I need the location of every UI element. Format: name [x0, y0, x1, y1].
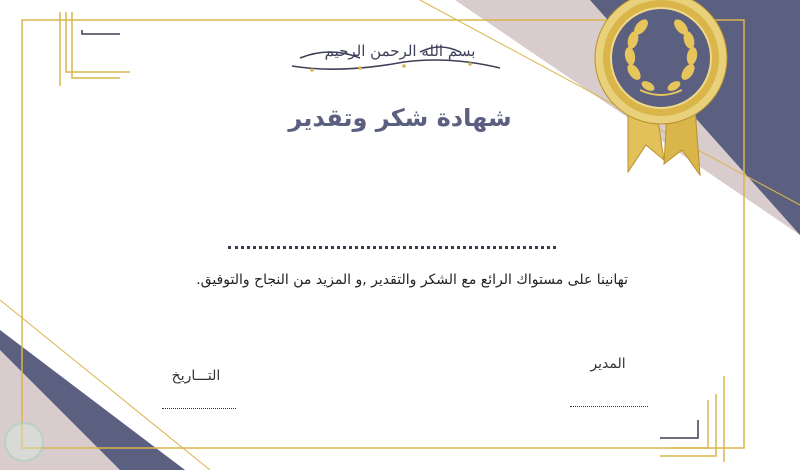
certificate-message: تهانينا على مستواك الرائع مع الشكر والتقدير ,و المزيد من النجاح والتوفيق.: [196, 272, 628, 288]
watermark-logo-icon: [4, 422, 44, 462]
recipient-name-line: [228, 236, 556, 249]
director-signature-line: [570, 402, 648, 407]
corner-ornament-bottom-right: [660, 376, 724, 462]
certificate-title: شهادة شكر وتقدير: [288, 104, 512, 132]
date-signature-line: [162, 404, 236, 409]
corner-ornament-top-left: [60, 12, 130, 86]
date-label: التـــاريخ: [171, 368, 221, 384]
basmala-text: بسم الله الرحمن الرحيم: [324, 42, 476, 60]
director-label: المدير: [590, 356, 626, 372]
